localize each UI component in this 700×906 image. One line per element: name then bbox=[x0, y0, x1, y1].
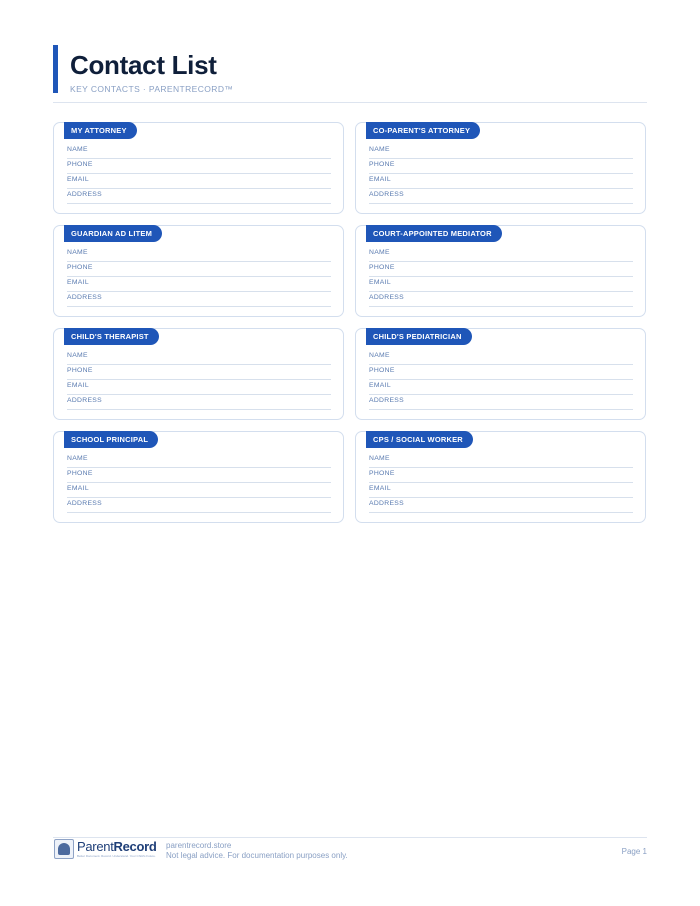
card-title: MY ATTORNEY bbox=[64, 122, 137, 139]
field-label: EMAIL bbox=[67, 382, 89, 389]
name-field[interactable] bbox=[369, 453, 633, 468]
phone-field[interactable] bbox=[369, 468, 633, 483]
header-divider bbox=[53, 102, 647, 103]
field-label: PHONE bbox=[369, 161, 395, 168]
address-field[interactable] bbox=[369, 498, 633, 513]
field-label: ADDRESS bbox=[369, 397, 404, 404]
field-label: ADDRESS bbox=[67, 397, 102, 404]
field-label: EMAIL bbox=[67, 279, 89, 286]
field-label: PHONE bbox=[67, 367, 93, 374]
address-field[interactable] bbox=[67, 498, 331, 513]
field-label: PHONE bbox=[67, 264, 93, 271]
card-title: SCHOOL PRINCIPAL bbox=[64, 431, 158, 448]
logo-wordmark: ParentRecord bbox=[77, 839, 157, 854]
address-field[interactable] bbox=[67, 189, 331, 204]
name-field[interactable] bbox=[67, 350, 331, 365]
name-field[interactable] bbox=[369, 247, 633, 262]
field-label: ADDRESS bbox=[67, 500, 102, 507]
field-label: EMAIL bbox=[67, 176, 89, 183]
name-field[interactable] bbox=[369, 144, 633, 159]
family-icon bbox=[54, 839, 74, 859]
field-label: PHONE bbox=[67, 470, 93, 477]
name-field[interactable] bbox=[67, 144, 331, 159]
email-field[interactable] bbox=[67, 277, 331, 292]
field-label: EMAIL bbox=[369, 382, 391, 389]
email-field[interactable] bbox=[67, 483, 331, 498]
field-label: EMAIL bbox=[369, 279, 391, 286]
field-label: NAME bbox=[369, 146, 390, 153]
email-field[interactable] bbox=[67, 174, 331, 189]
card-title: CHILD'S THERAPIST bbox=[64, 328, 159, 345]
field-label: NAME bbox=[67, 352, 88, 359]
contact-card-school-principal bbox=[53, 431, 344, 523]
email-field[interactable] bbox=[369, 174, 633, 189]
address-field[interactable] bbox=[67, 292, 331, 307]
field-label: NAME bbox=[369, 352, 390, 359]
field-label: PHONE bbox=[369, 264, 395, 271]
page-title: Contact List bbox=[70, 50, 217, 80]
phone-field[interactable] bbox=[369, 262, 633, 277]
address-field[interactable] bbox=[369, 189, 633, 204]
card-title: CPS / SOCIAL WORKER bbox=[366, 431, 473, 448]
name-field[interactable] bbox=[67, 247, 331, 262]
contact-card-my-attorney bbox=[53, 122, 344, 214]
footer-divider bbox=[53, 837, 647, 838]
address-field[interactable] bbox=[67, 395, 331, 410]
field-label: NAME bbox=[67, 455, 88, 462]
field-label: ADDRESS bbox=[369, 294, 404, 301]
field-label: PHONE bbox=[369, 470, 395, 477]
field-label: ADDRESS bbox=[67, 294, 102, 301]
field-label: ADDRESS bbox=[369, 500, 404, 507]
name-field[interactable] bbox=[67, 453, 331, 468]
phone-field[interactable] bbox=[67, 159, 331, 174]
phone-field[interactable] bbox=[67, 468, 331, 483]
field-label: EMAIL bbox=[369, 176, 391, 183]
phone-field[interactable] bbox=[67, 262, 331, 277]
contact-card-guardian-ad-litem bbox=[53, 225, 344, 317]
email-field[interactable] bbox=[369, 277, 633, 292]
field-label: NAME bbox=[369, 455, 390, 462]
parentrecord-logo bbox=[54, 839, 157, 859]
address-field[interactable] bbox=[369, 395, 633, 410]
page-subtitle: KEY CONTACTS · PARENTRECORD™ bbox=[70, 84, 234, 94]
phone-field[interactable] bbox=[369, 365, 633, 380]
logo-tagline: Better Document. Record. Understand. Your Child's Future. bbox=[77, 854, 156, 858]
card-title: COURT-APPOINTED MEDIATOR bbox=[366, 225, 502, 242]
contact-card-co-parents-attorney bbox=[355, 122, 646, 214]
page-number: Page 1 bbox=[621, 847, 647, 856]
field-label: EMAIL bbox=[67, 485, 89, 492]
email-field[interactable] bbox=[369, 483, 633, 498]
field-label: NAME bbox=[369, 249, 390, 256]
field-label: ADDRESS bbox=[369, 191, 404, 198]
email-field[interactable] bbox=[67, 380, 331, 395]
field-label: PHONE bbox=[67, 161, 93, 168]
contact-card-cps-social-worker bbox=[355, 431, 646, 523]
field-label: ADDRESS bbox=[67, 191, 102, 198]
contact-card-childs-therapist bbox=[53, 328, 344, 420]
card-title: GUARDIAN AD LITEM bbox=[64, 225, 162, 242]
contact-card-childs-pediatrician bbox=[355, 328, 646, 420]
field-label: PHONE bbox=[369, 367, 395, 374]
contact-card-court-appointed-mediator bbox=[355, 225, 646, 317]
phone-field[interactable] bbox=[369, 159, 633, 174]
name-field[interactable] bbox=[369, 350, 633, 365]
title-accent-bar bbox=[53, 45, 58, 93]
address-field[interactable] bbox=[369, 292, 633, 307]
card-title: CO-PARENT'S ATTORNEY bbox=[366, 122, 480, 139]
footer-site-link[interactable]: parentrecord.store bbox=[166, 841, 232, 850]
phone-field[interactable] bbox=[67, 365, 331, 380]
footer-disclaimer: Not legal advice. For documentation purposes only. bbox=[166, 851, 348, 860]
card-title: CHILD'S PEDIATRICIAN bbox=[366, 328, 472, 345]
email-field[interactable] bbox=[369, 380, 633, 395]
field-label: NAME bbox=[67, 146, 88, 153]
field-label: NAME bbox=[67, 249, 88, 256]
field-label: EMAIL bbox=[369, 485, 391, 492]
